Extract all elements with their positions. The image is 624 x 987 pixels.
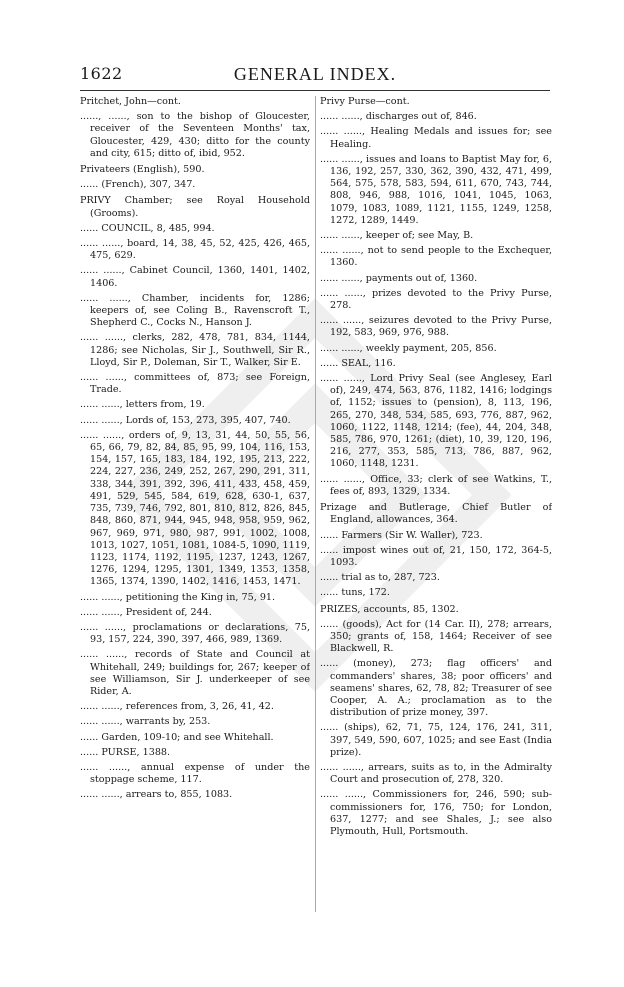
index-entry: ...... (French), 307, 347.	[80, 179, 196, 191]
index-entry: ...... ......, payments out of, 1360.	[320, 272, 478, 284]
index-entry: Privateers (English), 590.	[80, 164, 205, 176]
index-entry: ...... (goods), Act for (14 Car. II), 278; arrears, 350; grants of, 158, 1464; Receiver of see Blackwell, R.	[320, 618, 552, 655]
right-column	[320, 96, 552, 910]
index-entry: ...... ......, Commissioners for, 246, 590; sub-commissioners for, 176, 750; for London, 637, 1277; and see Shales, J.; see also Plymouth, Hull, Portsmouth.	[320, 789, 552, 837]
index-entry: ...... ......, seizures devoted to the Privy Purse, 192, 583, 969, 976, 988.	[320, 315, 552, 339]
index-entry: ...... ......, President of, 244.	[80, 606, 212, 618]
index-entry: Pritchet, John—cont.	[80, 96, 181, 107]
index-entry: ...... ......, weekly payment, 205, 856.	[320, 342, 497, 354]
index-entry: ...... ......, letters from, 19.	[80, 399, 205, 411]
index-entry: ...... ......, Chamber, incidents for, 1286; keepers of, see Coling B., Ravenscroft T., Shepherd C., Cocks N., Hanson J.	[80, 292, 310, 329]
index-entry: ...... ......, proclamations or declarations, 75, 93, 157, 224, 390, 397, 466, 989, 1369.	[80, 621, 310, 646]
index-entry: ...... trial as to, 287, 723.	[320, 572, 440, 584]
index-entry: ...... (money), 273; flag officers' and commanders' shares, 38; poor officers' and seamens' shares, 62, 78, 82; Treasurer of see Cooper, A. A.; proclamation as to the distribution of prize money, 397.	[320, 658, 552, 719]
index-entry: PRIVY Chamber; see Royal Household (Grooms).	[80, 195, 310, 219]
index-entry: PRIZES, accounts, 85, 1302.	[320, 603, 459, 615]
index-entry: ...... ......, warrants by, 253.	[80, 716, 211, 728]
index-entry: ......, ......, son to the bishop of Gloucester, receiver of the Seventeen Months' tax, Gloucester, 429, 430; ditto for the county and city, 615; ditto of, ibid, 952.	[80, 111, 310, 159]
index-entry: ...... Farmers (Sir W. Waller), 723.	[320, 529, 483, 541]
index-entry: ...... ......, Lords of, 153, 273, 395, 407, 740.	[80, 414, 291, 426]
index-entry: ...... tuns, 172.	[320, 587, 390, 599]
index-entry: ...... ......, Healing Medals and issues for; see Healing.	[320, 126, 552, 150]
index-entry: Prizage and Butlerage, Chief Butler of England, allowances, 364.	[320, 502, 552, 526]
index-entry: ...... ......, arrears, suits as to, in the Admiralty Court and prosecution of, 278, 320.	[320, 761, 552, 786]
index-entry: ...... ......, Lord Privy Seal (see Anglesey, Earl of), 249, 474, 563, 876, 1182, 1416; lodgings of, 1152; issues to (pension), 8, 113, 196, 265, 270, 348, 534, 585, 693, 776, 887, 962, 1060, 1122, 1148, 1214; (fee), 44, 204, 348, 585, 786, 970, 1261; (diet), 10, 39, 120, 196, 216, 277, 353, 585, 713, 786, 887, 962, 1060, 1148, 1231.	[320, 373, 552, 470]
index-entry: ...... ......, records of State and Council at Whitehall, 249; buildings for, 267; keeper of see Williamson, Sir J. underkeeper of see Rider, A.	[80, 649, 310, 697]
index-entry: ...... PURSE, 1388.	[80, 746, 171, 758]
index-entry: ...... COUNCIL, 8, 485, 994.	[80, 222, 215, 234]
page-header	[80, 64, 550, 86]
index-entry: Privy Purse—cont.	[320, 96, 410, 107]
running-title: GENERAL INDEX.	[233, 64, 397, 84]
index-entry: ...... ......, annual expense of under the stoppage scheme, 117.	[80, 761, 310, 786]
index-entry: ...... ......, issues and loans to Baptist May for, 6, 136, 192, 257, 330, 362, 390, 432, 471, 499, 564, 575, 578, 583, 594, 611, 670, 743, 744, 808, 946, 988, 1016, 1041, 1045, 1063, 1079, 1083, 1089, 1121, 1155, 1249, 1258, 1272, 1289, 1449.	[320, 153, 552, 226]
index-entry: ...... SEAL, 116.	[320, 357, 396, 369]
index-entry: ...... ......, orders of, 9, 13, 31, 44, 50, 55, 56, 65, 66, 79, 82, 84, 85, 95, 99, 104, 116, 153, 154, 157, 165, 183, 184, 192, 195, 213, 222, 224, 227, 236, 249, 252, 267, 290, 291, 311, 338, 344, 391, 392, 396, 411, 433, 458, 459, 491, 529, 545, 584, 619, 628, 630-1, 637, 735, 739, 746, 792, 801, 810, 812, 826, 845, 848, 860, 871, 944, 945, 948, 958, 959, 962, 967, 969, 971, 980, 987, 991, 1002, 1008, 1013, 1027, 1051, 1081, 1084-5, 1090, 1119, 1123, 1174, 1192, 1195, 1237, 1243, 1267, 1276, 1294, 1295, 1301, 1349, 1353, 1358, 1365, 1374, 1390, 1402, 1416, 1453, 1471.	[80, 429, 310, 588]
page-number: 1622	[80, 64, 123, 83]
index-entry: ...... ......, Cabinet Council, 1360, 1401, 1402, 1406.	[80, 265, 310, 289]
index-entry: ...... impost wines out of, 21, 150, 172, 364-5, 1093.	[320, 544, 552, 568]
column-divider	[315, 96, 316, 912]
index-entry: ...... ......, not to send people to the Exchequer, 1360.	[320, 245, 552, 269]
index-entry: ...... ......, clerks, 282, 478, 781, 834, 1144, 1286; see Nicholas, Sir J., Southwell, Sir R., Lloyd, Sir P., Doleman, Sir T., Walker, Sir E.	[80, 332, 310, 368]
index-entry: ...... ......, committees of, 873; see Foreign, Trade.	[80, 372, 310, 396]
index-entry: ...... ......, arrears to, 855, 1083.	[80, 789, 233, 801]
index-entry: ...... ......, keeper of; see May, B.	[320, 230, 474, 242]
index-entry: ...... ......, petitioning the King in, 75, 91.	[80, 591, 276, 603]
index-entry: ...... ......, prizes devoted to the Privy Purse, 278.	[320, 287, 552, 312]
index-entry: ...... (ships), 62, 71, 75, 124, 176, 241, 311, 397, 549, 590, 607, 1025; and see East (India prize).	[320, 722, 552, 758]
index-entry: ...... ......, Office, 33; clerk of see Watkins, T., fees of, 893, 1329, 1334.	[320, 473, 552, 497]
index-entry: ...... ......, board, 14, 38, 45, 52, 425, 426, 465, 475, 629.	[80, 238, 310, 262]
index-entry: ...... Garden, 109-10; and see Whitehall.	[80, 731, 274, 743]
header-rule	[80, 90, 550, 91]
index-entry: ...... ......, discharges out of, 846.	[320, 111, 477, 123]
left-column	[80, 96, 310, 908]
index-entry: ...... ......, references from, 3, 26, 41, 42.	[80, 701, 274, 713]
